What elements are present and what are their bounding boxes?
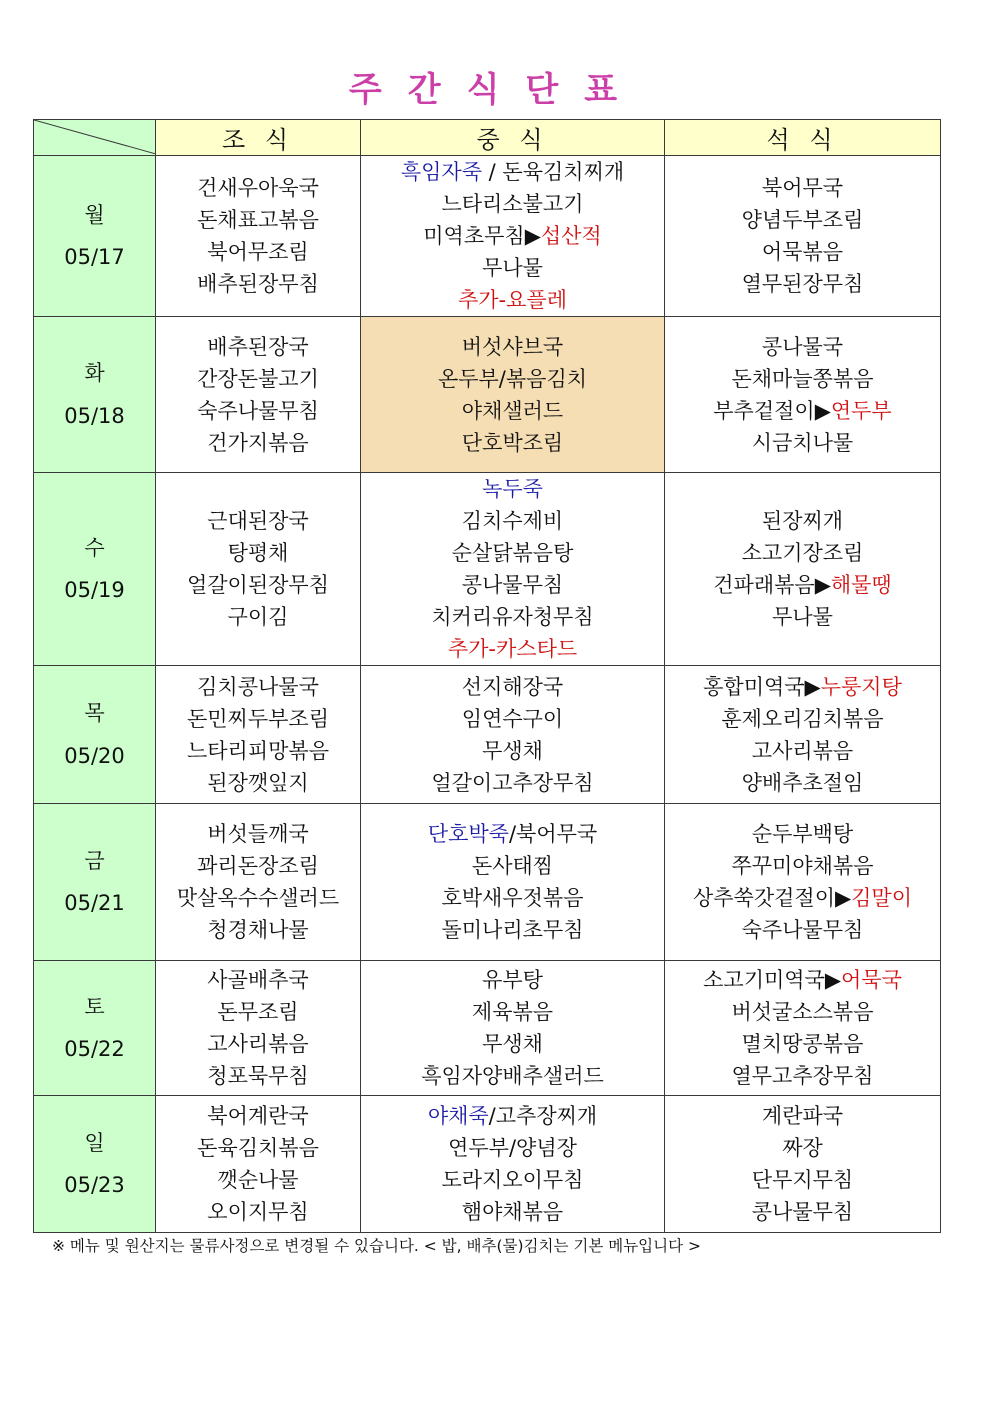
- menu-item: [361, 1028, 664, 1060]
- menu-item: [156, 505, 360, 537]
- menu-item: [361, 1164, 664, 1196]
- menu-item-text: 돈육김치볶음: [197, 1136, 319, 1160]
- menu-item: [156, 1196, 360, 1228]
- menu-item: [665, 505, 940, 537]
- dinner-cell: [665, 1096, 941, 1233]
- menu-item: [665, 818, 940, 850]
- breakfast-cell: [156, 156, 361, 317]
- day-name: 수: [84, 535, 105, 560]
- day-name: 일: [84, 1130, 105, 1155]
- menu-item: [156, 537, 360, 569]
- menu-item-text: / 돈육김치찌개: [482, 160, 625, 184]
- lunch-cell: [361, 961, 665, 1096]
- menu-item: [361, 284, 664, 316]
- day-date: 05/20: [64, 743, 125, 768]
- menu-item: [156, 569, 360, 601]
- menu-item: [665, 703, 940, 735]
- menu-item: [361, 671, 664, 703]
- menu-item-text: 흑임자죽: [400, 160, 482, 184]
- menu-item: [361, 882, 664, 914]
- menu-item: [156, 601, 360, 633]
- menu-item-text: 깻순나물: [217, 1168, 299, 1192]
- menu-item: [665, 735, 940, 767]
- menu-item: [156, 427, 360, 459]
- menu-item-text: 열무된장무침: [741, 272, 864, 296]
- menu-item: [361, 537, 664, 569]
- day-row: [34, 804, 941, 961]
- breakfast-cell: [156, 317, 361, 473]
- menu-item: [665, 395, 940, 427]
- menu-item-text: 건파래볶음▶: [713, 573, 831, 597]
- menu-item-text: 구이김: [227, 605, 289, 629]
- header-dinner: 석 식: [665, 120, 941, 156]
- menu-item: [665, 601, 940, 633]
- menu-item: [361, 633, 664, 665]
- menu-item-text: 부추겉절이▶: [713, 398, 831, 423]
- menu-item-text: 간장돈불고기: [197, 366, 319, 391]
- menu-item: [156, 1132, 360, 1164]
- dinner-cell: [665, 156, 941, 317]
- menu-item: [361, 505, 664, 537]
- menu-item-text: 청경채나물: [207, 918, 309, 942]
- menu-item: [665, 671, 940, 703]
- menu-item: [665, 569, 940, 601]
- menu-item-text: 된장깻잎지: [207, 770, 309, 795]
- menu-item: [665, 427, 940, 459]
- menu-item-text: 흑임자양배추샐러드: [421, 1064, 604, 1088]
- day-date: 05/23: [64, 1173, 125, 1197]
- day-name: 금: [84, 848, 105, 873]
- lunch-cell: [361, 666, 665, 804]
- day-name: 토: [84, 994, 105, 1019]
- menu-item-text: 미역초무침▶: [423, 224, 541, 248]
- day-cell: [34, 961, 156, 1096]
- menu-item-text: 어묵볶음: [761, 240, 844, 264]
- menu-item-text: 짜장: [782, 1136, 823, 1160]
- menu-item-text: 상추쑥갓겉절이▶: [692, 886, 852, 910]
- menu-item-text: 멸치땅콩볶음: [741, 1032, 864, 1056]
- menu-item-text: /북어무국: [508, 822, 598, 846]
- menu-item-text: 버섯들깨국: [207, 822, 309, 846]
- menu-item-text: 양념두부조림: [741, 208, 864, 232]
- menu-item-text: 야채죽: [427, 1104, 489, 1128]
- menu-item: [156, 1100, 360, 1132]
- menu-item: [665, 1060, 940, 1092]
- menu-item: [156, 363, 360, 395]
- menu-item: [361, 427, 664, 459]
- menu-item-text: 단호박죽: [427, 822, 509, 846]
- menu-item-text: 햄야채볶음: [461, 1200, 564, 1224]
- header-row: [34, 120, 941, 156]
- menu-item: [665, 882, 940, 914]
- menu-item-text: 김치수제비: [461, 509, 564, 533]
- menu-item: [665, 1196, 940, 1228]
- menu-item: [665, 537, 940, 569]
- day-cell: [34, 804, 156, 961]
- menu-item-text: 양배추초절임: [741, 770, 864, 795]
- menu-item: [665, 268, 940, 300]
- lunch-cell: [361, 1096, 665, 1233]
- day-cell: [34, 666, 156, 804]
- day-row: [34, 156, 941, 317]
- menu-item-text: 야채샐러드: [461, 398, 564, 423]
- menu-item-text: 북어무국: [761, 176, 844, 200]
- dinner-cell: [665, 473, 941, 666]
- day-name: 목: [84, 701, 105, 726]
- menu-item: [361, 252, 664, 284]
- menu-item: [361, 331, 664, 363]
- menu-item: [665, 1028, 940, 1060]
- breakfast-cell: [156, 1096, 361, 1233]
- menu-item-text: 녹두죽: [482, 477, 543, 501]
- menu-item-text: 무생채: [482, 1032, 543, 1056]
- menu-item: [156, 735, 360, 767]
- menu-item: [156, 818, 360, 850]
- menu-item-text: 배추된장무침: [197, 272, 319, 296]
- day-cell: [34, 317, 156, 473]
- day-date: 05/18: [64, 403, 125, 428]
- menu-item: [665, 1132, 940, 1164]
- menu-item: [156, 996, 360, 1028]
- menu-item: [361, 395, 664, 427]
- menu-item-text: 꽈리돈장조림: [197, 854, 319, 878]
- menu-item: [156, 914, 360, 946]
- day-date: 05/17: [64, 245, 125, 269]
- menu-item: [665, 363, 940, 395]
- day-row: [34, 666, 941, 804]
- menu-item-text: 계란파국: [761, 1104, 844, 1128]
- menu-item-text: 추가-카스타드: [447, 637, 578, 661]
- menu-item: [156, 703, 360, 735]
- menu-item: [665, 1100, 940, 1132]
- breakfast-cell: [156, 666, 361, 804]
- menu-item-text: 배추된장국: [207, 334, 309, 359]
- menu-item-text: 된장찌개: [761, 509, 844, 533]
- day-row: [34, 317, 941, 473]
- menu-item: [361, 1132, 664, 1164]
- header-breakfast: 조 식: [156, 120, 361, 156]
- breakfast-cell: [156, 804, 361, 961]
- lunch-cell: [361, 317, 665, 473]
- day-cell: [34, 1096, 156, 1233]
- menu-item-text: 해물땡: [830, 573, 892, 597]
- menu-item: [665, 331, 940, 363]
- menu-item: [156, 395, 360, 427]
- menu-item-text: 버섯굴소스볶음: [731, 1000, 874, 1024]
- menu-item-text: 콩나물국: [761, 334, 844, 359]
- menu-item-text: 돈채마늘쫑볶음: [731, 366, 874, 391]
- menu-item: [361, 1060, 664, 1092]
- menu-item-text: 버섯샤브국: [461, 334, 564, 359]
- menu-item-text: 온두부/볶음김치: [437, 366, 588, 391]
- menu-item-text: 순두부백탕: [751, 822, 854, 846]
- menu-item: [361, 703, 664, 735]
- dinner-cell: [665, 961, 941, 1096]
- header-lunch: 중 식: [361, 120, 665, 156]
- menu-item: [156, 964, 360, 996]
- menu-item: [156, 882, 360, 914]
- menu-item-text: 고사리볶음: [751, 738, 854, 763]
- menu-item: [361, 188, 664, 220]
- page-title: 주간식단표: [348, 70, 644, 110]
- menu-item: [665, 236, 940, 268]
- menu-item-text: 건새우아욱국: [197, 176, 319, 200]
- menu-item-text: 근대된장국: [207, 509, 309, 533]
- menu-item: [361, 964, 664, 996]
- menu-item: [361, 850, 664, 882]
- menu-item-text: 청포묵무침: [207, 1064, 309, 1088]
- menu-item-text: 탕평채: [227, 541, 289, 565]
- menu-item-text: 돈사태찜: [471, 854, 554, 878]
- menu-item-text: 홍합미역국▶: [703, 674, 821, 699]
- menu-item: [156, 671, 360, 703]
- menu-item-text: 돈민찌두부조림: [186, 706, 329, 731]
- lunch-cell: [361, 804, 665, 961]
- menu-item-text: 훈제오리김치볶음: [721, 706, 884, 731]
- menu-item-text: 사골배추국: [207, 968, 309, 992]
- menu-item-text: 북어무조림: [207, 240, 309, 264]
- menu-item: [665, 767, 940, 799]
- menu-item: [156, 172, 360, 204]
- menu-item-text: 숙주나물무침: [741, 918, 864, 942]
- menu-item: [156, 236, 360, 268]
- menu-item-text: 김치콩나물국: [197, 674, 319, 699]
- menu-item-text: 김말이: [851, 886, 912, 910]
- menu-item-text: 치커리유자청무침: [431, 605, 594, 629]
- menu-item: [361, 473, 664, 505]
- menu-item: [361, 220, 664, 252]
- menu-item: [156, 331, 360, 363]
- menu-item: [665, 914, 940, 946]
- menu-item-text: 무나물: [482, 256, 543, 280]
- day-row: [34, 473, 941, 666]
- menu-item-text: 오이지무침: [207, 1200, 309, 1224]
- menu-item-text: 고사리볶음: [207, 1032, 309, 1056]
- menu-item-text: 북어계란국: [207, 1104, 309, 1128]
- menu-item-text: 돈무조림: [217, 1000, 299, 1024]
- lunch-cell: [361, 156, 665, 317]
- menu-item-text: 콩나물무침: [461, 573, 564, 597]
- menu-item: [361, 996, 664, 1028]
- footnote: ※ 메뉴 및 원산지는 물류사정으로 변경될 수 있습니다. < 밥, 배추(물)김치는 기본 메뉴입니다 >: [52, 1237, 702, 1255]
- day-row: [34, 961, 941, 1096]
- menu-item-text: 열무고추장무침: [731, 1064, 874, 1088]
- menu-item: [361, 1100, 664, 1132]
- menu-item-text: 얼갈이고추장무침: [431, 770, 594, 795]
- day-date: 05/22: [64, 1037, 125, 1061]
- day-name: 월: [84, 202, 105, 227]
- menu-item-text: 맛살옥수수샐러드: [176, 886, 340, 910]
- dinner-cell: [665, 666, 941, 804]
- day-name: 화: [84, 361, 105, 386]
- menu-item-text: 소고기미역국▶: [703, 968, 841, 992]
- menu-item: [156, 204, 360, 236]
- diagonal-line: [34, 120, 156, 154]
- menu-item: [361, 156, 664, 188]
- menu-item-text: 돌미나리초무침: [441, 918, 584, 942]
- menu-item: [361, 767, 664, 799]
- menu-item: [156, 1164, 360, 1196]
- menu-item-text: 무나물: [772, 605, 833, 629]
- menu-item-text: 소고기장조림: [741, 541, 864, 565]
- weekly-menu-table: [33, 119, 941, 1233]
- menu-item-text: 섭산적: [540, 224, 602, 248]
- menu-item-text: 연두부: [830, 398, 892, 423]
- menu-item: [665, 172, 940, 204]
- menu-item-text: 콩나물무침: [751, 1200, 854, 1224]
- menu-item: [361, 601, 664, 633]
- menu-item: [361, 1196, 664, 1228]
- menu-item: [361, 569, 664, 601]
- menu-item-text: 단호박조림: [461, 430, 564, 455]
- menu-item-text: 호박새우젓볶음: [441, 886, 584, 910]
- menu-item: [156, 767, 360, 799]
- menu-item: [665, 964, 940, 996]
- menu-item-text: 도라지오이무침: [441, 1168, 584, 1192]
- menu-item: [361, 818, 664, 850]
- breakfast-cell: [156, 961, 361, 1096]
- menu-item: [665, 996, 940, 1028]
- menu-item-text: 느타리소불고기: [441, 192, 584, 216]
- menu-item-text: 단무지무침: [751, 1168, 854, 1192]
- menu-item: [156, 850, 360, 882]
- menu-item: [361, 914, 664, 946]
- menu-item: [156, 1028, 360, 1060]
- menu-item: [665, 850, 940, 882]
- menu-item-text: 쭈꾸미야채볶음: [731, 854, 874, 878]
- menu-item-text: 얼갈이된장무침: [186, 573, 329, 597]
- menu-item-text: 숙주나물무침: [197, 398, 319, 423]
- day-date: 05/19: [64, 578, 125, 602]
- corner-cell: [34, 120, 156, 156]
- menu-item-text: 연두부/양념장: [448, 1136, 577, 1160]
- menu-item: [665, 1164, 940, 1196]
- menu-item-text: 선지해장국: [461, 674, 564, 699]
- lunch-cell: [361, 473, 665, 666]
- menu-item-text: 무생채: [482, 738, 543, 763]
- menu-item-text: 돈채표고볶음: [197, 208, 319, 232]
- menu-body: [34, 156, 941, 1233]
- dinner-cell: [665, 804, 941, 961]
- menu-item-text: 임연수구이: [461, 706, 564, 731]
- menu-item-text: 누룽지탕: [820, 674, 902, 699]
- menu-item-text: 시금치나물: [751, 430, 854, 455]
- menu-item-text: 유부탕: [482, 968, 543, 992]
- day-cell: [34, 473, 156, 666]
- day-cell: [34, 156, 156, 317]
- dinner-cell: [665, 317, 941, 473]
- menu-item-text: 순살닭볶음탕: [451, 541, 574, 565]
- menu-item-text: 추가-요플레: [457, 288, 567, 312]
- menu-item: [361, 735, 664, 767]
- menu-item-text: 건가지볶음: [207, 430, 309, 455]
- menu-item: [361, 363, 664, 395]
- menu-item: [665, 204, 940, 236]
- menu-item-text: 제육볶음: [471, 1000, 554, 1024]
- day-date: 05/21: [64, 891, 125, 915]
- menu-item-text: 어묵국: [841, 968, 902, 992]
- menu-item-text: /고추장찌개: [488, 1104, 598, 1128]
- menu-item-text: 느타리피망볶음: [186, 738, 329, 763]
- menu-item: [156, 268, 360, 300]
- day-row: [34, 1096, 941, 1233]
- menu-item: [156, 1060, 360, 1092]
- breakfast-cell: [156, 473, 361, 666]
